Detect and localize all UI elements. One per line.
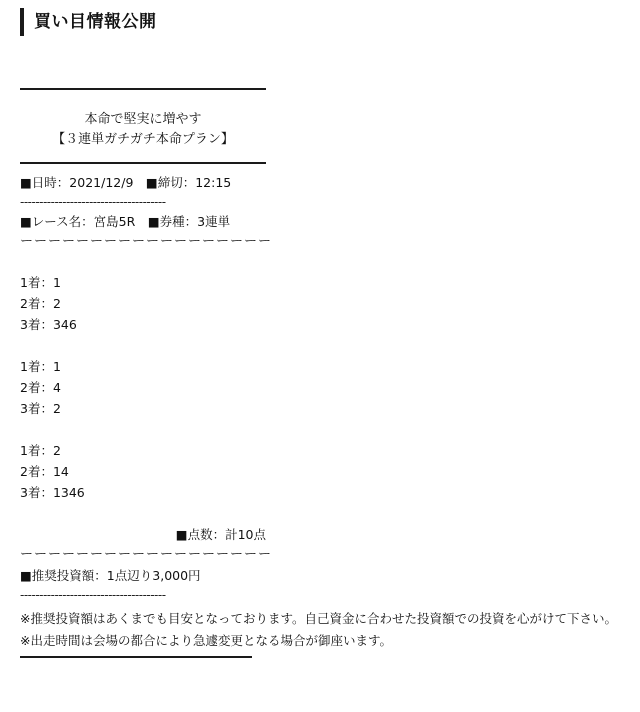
pick-second: 2着：14 (20, 464, 69, 479)
plan-name: 【３連単ガチガチ本命プラン】 (52, 132, 234, 147)
dashed-divider: -------------------------------------- (20, 588, 166, 602)
pick-group (20, 356, 630, 419)
pick-first: 1着：1 (20, 359, 61, 374)
note-investment: ※推奨投資額はあくまでも目安となっております。自己資金に合わせた投資額での投資を心がけて下さい。 (20, 611, 617, 626)
pick-second: 2着：2 (20, 296, 61, 311)
race-datetime: ■日時：2021/12/9 ■締切：12:15 (20, 175, 232, 190)
long-divider: ーーーーーーーーーーーーーーーーーー (20, 234, 273, 249)
pick-third: 3着：1346 (20, 485, 85, 500)
total-points: ■点数：計10点 (175, 527, 266, 542)
pick-third: 3着：346 (20, 317, 77, 332)
long-divider: ーーーーーーーーーーーーーーーーーー (20, 547, 273, 562)
pick-third: 3着：2 (20, 401, 61, 416)
page-title: 買い目情報公開 (20, 8, 157, 36)
dashed-divider: -------------------------------------- (20, 195, 166, 209)
content-body (20, 88, 630, 658)
pick-group (20, 272, 630, 335)
note-schedule: ※出走時間は会場の都合により急遽変更となる場合が御座います。 (20, 633, 392, 648)
recommended-investment: ■推奨投資額：1点辺り3,000円 (20, 568, 201, 583)
divider-bottom (20, 656, 252, 658)
race-info: ■レース名：宮島5R ■券種：3連単 (20, 214, 231, 229)
plan-tagline: 本命で堅実に増やす (84, 112, 202, 127)
pick-first: 1着：2 (20, 443, 61, 458)
pick-first: 1着：1 (20, 275, 61, 290)
pick-second: 2着：4 (20, 380, 61, 395)
pick-group (20, 440, 630, 503)
